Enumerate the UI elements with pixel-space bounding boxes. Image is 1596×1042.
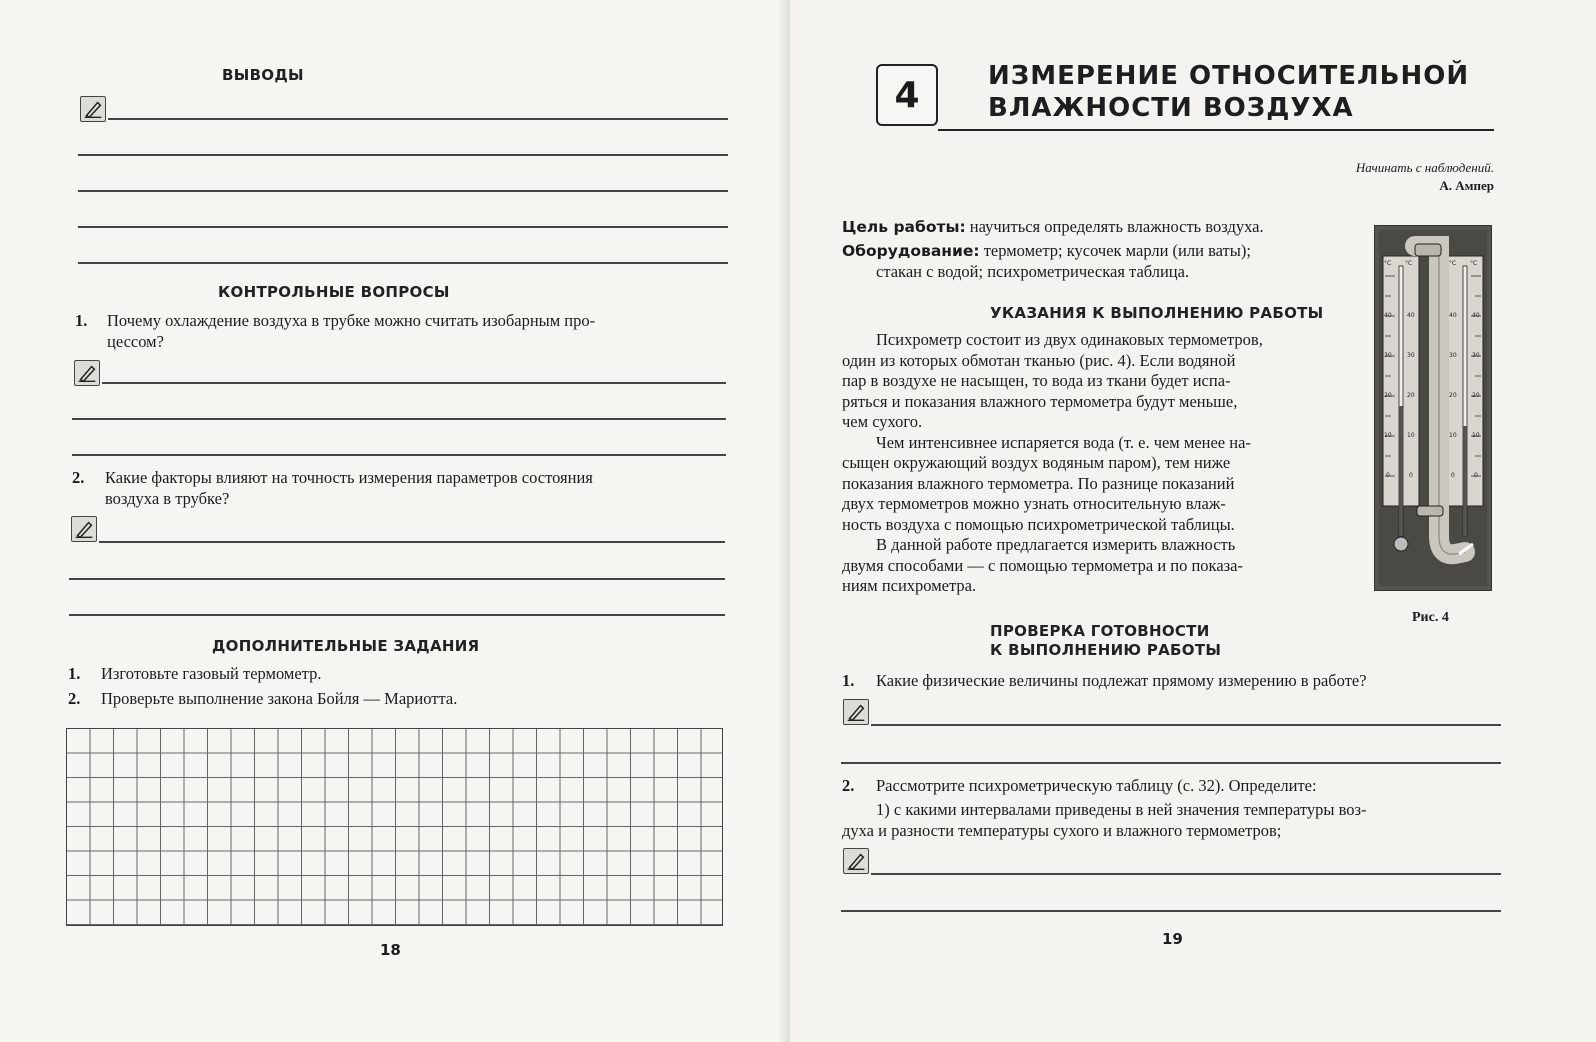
lab-title-line: ИЗМЕРЕНИЕ ОТНОСИТЕЛЬНОЙ	[988, 61, 1470, 91]
lab-number: 4	[894, 74, 920, 116]
instructions-heading: УКАЗАНИЯ К ВЫПОЛНЕНИЮ РАБОТЫ	[990, 304, 1324, 322]
scale-label: °C	[1449, 260, 1457, 267]
text-line: один из которых обмотан тканью (рис. 4). Если водяной	[842, 350, 1236, 370]
answer-line[interactable]	[102, 382, 726, 384]
readiness-heading	[990, 622, 1221, 660]
question-line: цессом?	[107, 331, 164, 351]
scale-label: 10	[1384, 432, 1392, 439]
title-underline	[938, 129, 1494, 131]
answer-line[interactable]	[841, 910, 1501, 912]
scale-label: 0	[1409, 472, 1413, 479]
squared-work-area[interactable]	[66, 728, 723, 926]
scale-label: 20	[1407, 392, 1415, 399]
scale-label: 0	[1474, 472, 1478, 479]
question-number: 2.	[72, 468, 85, 487]
task-text: Изготовьте газовый термометр.	[101, 664, 322, 683]
goal-text: научиться определять влажность воздуха.	[969, 217, 1264, 236]
scale-label: 20	[1384, 392, 1392, 399]
question-line: Почему охлаждение воздуха в трубке можно считать изобарным про-	[107, 311, 596, 330]
question-text	[107, 311, 727, 352]
pencil-icon	[843, 848, 869, 874]
left-page	[0, 0, 790, 1042]
goal-line	[842, 217, 1362, 238]
pencil-icon	[74, 360, 100, 386]
scale-label: 40	[1407, 312, 1415, 319]
lab-title-line: ВЛАЖНОСТИ ВОЗДУХА	[988, 93, 1354, 123]
text-line: ряться и показания влажного термометра будут меньше,	[842, 391, 1238, 411]
scale-label: 10	[1449, 432, 1457, 439]
scale-label: 10	[1472, 432, 1480, 439]
question-text: Какие физические величины подлежат прямому измерению в работе?	[876, 671, 1367, 690]
text-line: сыщен окружающий воздух водяным паром), тем ниже	[842, 453, 1231, 472]
answer-line[interactable]	[78, 262, 728, 264]
readiness-heading-line: ПРОВЕРКА ГОТОВНОСТИ	[990, 622, 1210, 640]
answer-line[interactable]	[841, 762, 1501, 764]
question-text: Рассмотрите психрометрическую таблицу (с. 32). Определите:	[876, 776, 1317, 795]
scale-label: 20	[1472, 392, 1480, 399]
extra-tasks-heading: ДОПОЛНИТЕЛЬНЫЕ ЗАДАНИЯ	[212, 637, 480, 655]
task-number: 1.	[68, 664, 81, 683]
question-text	[105, 468, 727, 509]
page-number: 19	[1162, 930, 1183, 948]
text-line: двух термометров можно узнать относительную влаж-	[842, 494, 1226, 513]
question-number: 1.	[842, 671, 855, 690]
equipment-text: стакан с водой; психрометрическая таблица.	[876, 261, 1190, 281]
text-line: В данной работе предлагается измерить влажность	[876, 535, 1236, 554]
question-line: Какие факторы влияют на точность измерения параметров состояния	[105, 468, 593, 487]
text-line: ниям психрометра.	[842, 576, 977, 595]
equipment-block	[842, 241, 1352, 282]
pencil-icon	[843, 699, 869, 725]
answer-line[interactable]	[99, 541, 725, 543]
equipment-text: термометр; кусочек марли (или ваты);	[983, 241, 1251, 260]
scale-label: 40	[1384, 312, 1392, 319]
scale-label: 40	[1449, 312, 1457, 319]
pencil-icon	[71, 516, 97, 542]
answer-line[interactable]	[69, 578, 725, 580]
answer-line[interactable]	[108, 118, 728, 120]
scale-label: °C	[1470, 260, 1478, 267]
question-line: воздуха в трубке?	[105, 488, 230, 508]
page-number: 18	[380, 941, 401, 959]
question-number: 2.	[842, 776, 855, 795]
conclusions-heading: ВЫВОДЫ	[222, 66, 304, 84]
text-line: показания влажного термометра. По разнице показаний	[842, 473, 1235, 493]
figure-caption: Рис. 4	[1412, 610, 1449, 625]
lab-title	[988, 60, 1469, 124]
subitem-line: духа и разности температуры сухого и влажного термометров;	[842, 820, 1282, 840]
lab-number-box	[876, 64, 938, 126]
readiness-heading-line: К ВЫПОЛНЕНИЮ РАБОТЫ	[990, 641, 1222, 659]
equipment-label: Оборудование:	[842, 242, 980, 260]
scale-label: °C	[1405, 260, 1413, 267]
text-line: Чем интенсивнее испаряется вода (т. е. чем менее на-	[876, 432, 1251, 452]
answer-line[interactable]	[78, 226, 728, 228]
answer-line[interactable]	[871, 724, 1501, 726]
goal-label: Цель работы:	[842, 218, 966, 236]
scale-label: 0	[1386, 472, 1390, 479]
text-line: Психрометр состоит из двух одинаковых термометров,	[876, 330, 1263, 349]
pencil-icon	[80, 96, 106, 122]
scale-label: 30	[1472, 352, 1480, 359]
answer-line[interactable]	[78, 190, 728, 192]
scale-label: 40	[1472, 312, 1480, 319]
answer-line[interactable]	[72, 454, 726, 456]
text-line: чем сухого.	[842, 412, 923, 431]
scale-label: 10	[1407, 432, 1415, 439]
scale-label: °C	[1384, 260, 1392, 267]
scale-label: 20	[1449, 392, 1457, 399]
text-line: ность воздуха с помощью психрометрической таблицы.	[842, 514, 1235, 534]
scale-label: 30	[1384, 352, 1392, 359]
epigraph-author: А. Ампер	[1439, 178, 1494, 193]
psychrometer-illustration	[1375, 226, 1491, 590]
subitem-line: 1) с какими интервалами приведены в ней значения температуры воз-	[876, 800, 1367, 819]
scale-label: 30	[1449, 352, 1457, 359]
answer-line[interactable]	[72, 418, 726, 420]
question-subitem	[842, 800, 1502, 841]
task-text: Проверьте выполнение закона Бойля — Мариотта.	[101, 689, 458, 708]
task-number: 2.	[68, 689, 81, 708]
instructions-text	[842, 330, 1352, 597]
answer-line[interactable]	[69, 614, 725, 616]
scale-label: 30	[1407, 352, 1415, 359]
question-number: 1.	[75, 311, 88, 330]
text-line: пар в воздухе не насыщен, то вода из ткани будет испа-	[842, 371, 1231, 390]
text-line: двумя способами — с помощью термометра и по показа-	[842, 555, 1243, 575]
scale-label: 0	[1451, 472, 1455, 479]
answer-line[interactable]	[78, 154, 728, 156]
answer-line[interactable]	[871, 873, 1501, 875]
control-questions-heading: КОНТРОЛЬНЫЕ ВОПРОСЫ	[218, 283, 450, 301]
psychrometer-figure	[1374, 225, 1492, 591]
epigraph-quote: Начинать с наблюдений.	[1355, 160, 1494, 175]
